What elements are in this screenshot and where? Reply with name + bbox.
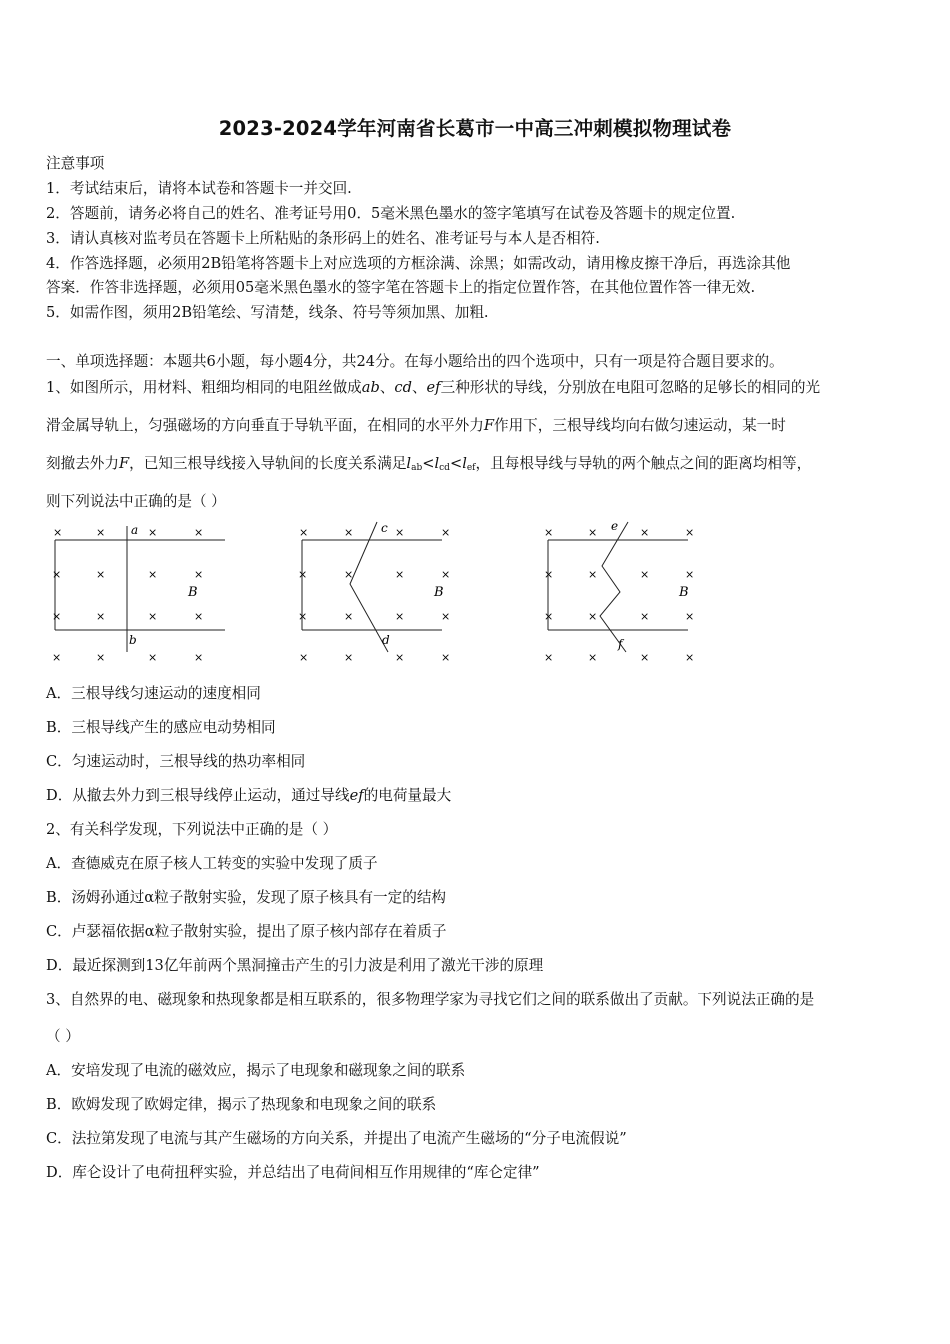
q3-option-b: B．欧姆发现了欧姆定律，揭示了热现象和电现象之间的联系	[46, 1096, 437, 1113]
cross: ×	[52, 610, 62, 623]
cross: ×	[441, 568, 451, 581]
q1-stem-line2: 滑金属导轨上，匀强磁场的方向垂直于导轨平面，在相同的水平外力F作用下，三根导线均向右做匀速运动，某一时	[46, 417, 786, 434]
q2-stem: 2、有关科学发现，下列说法中正确的是（ ）	[46, 821, 338, 838]
cross: ×	[395, 651, 405, 664]
cross: ×	[96, 610, 106, 623]
field-crosses	[52, 526, 203, 664]
q2-option-a: A．查德威克在原子核人工转变的实验中发现了质子	[46, 855, 378, 872]
cross: ×	[344, 610, 354, 623]
figure-ef	[538, 518, 718, 668]
figure-ab	[45, 518, 225, 668]
notice-item-2: 2．答题前，请务必将自己的姓名、准考证号用0．5毫米黑色墨水的签字笔填写在试卷及答题卡的规定位置.	[46, 205, 736, 222]
q3-option-a: A．安培发现了电流的磁效应，揭示了电现象和磁现象之间的联系	[46, 1062, 466, 1079]
cross: ×	[395, 568, 405, 581]
q2-option-c: C．卢瑟福依据α粒子散射实验，提出了原子核内部存在着质子	[46, 923, 447, 940]
q1-option-b: B．三根导线产生的感应电动势相同	[46, 719, 276, 736]
cross: ×	[685, 610, 695, 623]
cross: ×	[640, 610, 650, 623]
label-b: b	[129, 633, 137, 647]
cross: ×	[395, 610, 405, 623]
cross: ×	[194, 651, 204, 664]
cross: ×	[148, 651, 158, 664]
wire-ef	[600, 522, 628, 652]
cross: ×	[344, 568, 354, 581]
q3-stem-line2: （ ）	[46, 1028, 80, 1045]
cross: ×	[52, 568, 62, 581]
cross: ×	[53, 526, 63, 539]
q1-option-c: C．匀速运动时，三根导线的热功率相同	[46, 753, 306, 770]
cross: ×	[344, 526, 354, 539]
cross: ×	[52, 651, 62, 664]
cross: ×	[685, 526, 695, 539]
q1-option-d: D．从撤去外力到三根导线停止运动，通过导线ef的电荷量最大	[46, 787, 452, 804]
cross: ×	[298, 610, 308, 623]
cross: ×	[588, 610, 598, 623]
cross: ×	[148, 526, 158, 539]
notice-item-5: 5．如需作图，须用2B铅笔绘、写清楚，线条、符号等须加黑、加粗.	[46, 304, 489, 321]
cross: ×	[194, 568, 204, 581]
cross: ×	[588, 568, 598, 581]
cross: ×	[344, 651, 354, 664]
cross: ×	[544, 568, 554, 581]
figure-cd	[292, 518, 472, 668]
cross: ×	[299, 526, 309, 539]
cross: ×	[194, 610, 204, 623]
q3-option-c: C．法拉第发现了电流与其产生磁场的方向关系，并提出了电流产生磁场的“分子电流假说”	[46, 1130, 627, 1147]
cross: ×	[588, 526, 598, 539]
q3-option-d: D．库仑设计了电荷扭秤实验，并总结出了电荷间相互作用规律的“库仑定律”	[46, 1164, 540, 1181]
cross: ×	[685, 651, 695, 664]
cross: ×	[148, 610, 158, 623]
q3-stem-line1: 3、自然界的电、磁现象和热现象都是相互联系的，很多物理学家为寻找它们之间的联系做出了贡献。下列说法正确的是	[46, 991, 815, 1008]
cross: ×	[148, 568, 158, 581]
notice-item-3: 3．请认真核对监考员在答题卡上所粘贴的条形码上的姓名、准考证号与本人是否相符.	[46, 230, 600, 247]
cross: ×	[96, 651, 106, 664]
label-e: e	[611, 519, 619, 533]
cross: ×	[298, 568, 308, 581]
label-f: f	[618, 637, 623, 651]
cross: ×	[194, 526, 204, 539]
cross: ×	[96, 526, 106, 539]
q1-option-a: A．三根导线匀速运动的速度相同	[46, 685, 261, 702]
label-d: d	[382, 633, 390, 647]
cross: ×	[588, 651, 598, 664]
notice-item-4: 4．作答选择题，必须用2B铅笔将答题卡上对应选项的方框涂满、涂黑；如需改动，请用橡皮擦干净后，再选涂其他	[46, 255, 791, 272]
label-c: c	[381, 521, 388, 535]
cross: ×	[441, 610, 451, 623]
cross: ×	[96, 568, 106, 581]
cross: ×	[395, 526, 405, 539]
cross: ×	[640, 526, 650, 539]
notice-item-4-cont: 答案．作答非选择题，必须用05毫米黑色墨水的签字笔在答题卡上的指定位置作答，在其他位置作答一律无效.	[46, 279, 756, 296]
notice-item-1: 1．考试结束后，请将本试卷和答题卡一并交回.	[46, 180, 352, 197]
cross: ×	[441, 651, 451, 664]
q2-option-b: B．汤姆孙通过α粒子散射实验，发现了原子核具有一定的结构	[46, 889, 447, 906]
cross: ×	[640, 651, 650, 664]
label-B-field: B	[679, 585, 689, 600]
cross: ×	[544, 526, 554, 539]
cross: ×	[441, 526, 451, 539]
cross: ×	[640, 568, 650, 581]
q2-option-d: D．最近探测到13亿年前两个黑洞撞击产生的引力波是利用了激光干涉的原理	[46, 957, 544, 974]
page-title: 2023-2024学年河南省长葛市一中高三冲刺模拟物理试卷	[218, 117, 732, 140]
q1-stem-line1: 1、如图所示，用材料、粗细均相同的电阻丝做成ab、cd、ef三种形状的导线，分别放在电阻可忽略的足够长的相同的光	[46, 379, 821, 396]
q1-stem-line4: 则下列说法中正确的是（ ）	[46, 493, 226, 510]
q1-stem-line3: 刻撤去外力F，已知三根导线接入导轨间的长度关系满足$l_{ab}<l_{cd}<l_{ef}$，且每根导线与导轨的两个触点之间的距离均相等，	[46, 455, 812, 473]
section-heading: 一、单项选择题：本题共6小题，每小题4分，共24分。在每小题给出的四个选项中，只有一项是符合题目要求的。	[46, 353, 784, 370]
cross: ×	[544, 610, 554, 623]
notice-heading: 注意事项	[46, 155, 105, 172]
field-crosses	[298, 526, 450, 664]
cross: ×	[299, 651, 309, 664]
label-B-field: B	[434, 585, 444, 600]
label-a: a	[131, 523, 139, 537]
label-B-field: B	[188, 585, 198, 600]
cross: ×	[685, 568, 695, 581]
cross: ×	[544, 651, 554, 664]
